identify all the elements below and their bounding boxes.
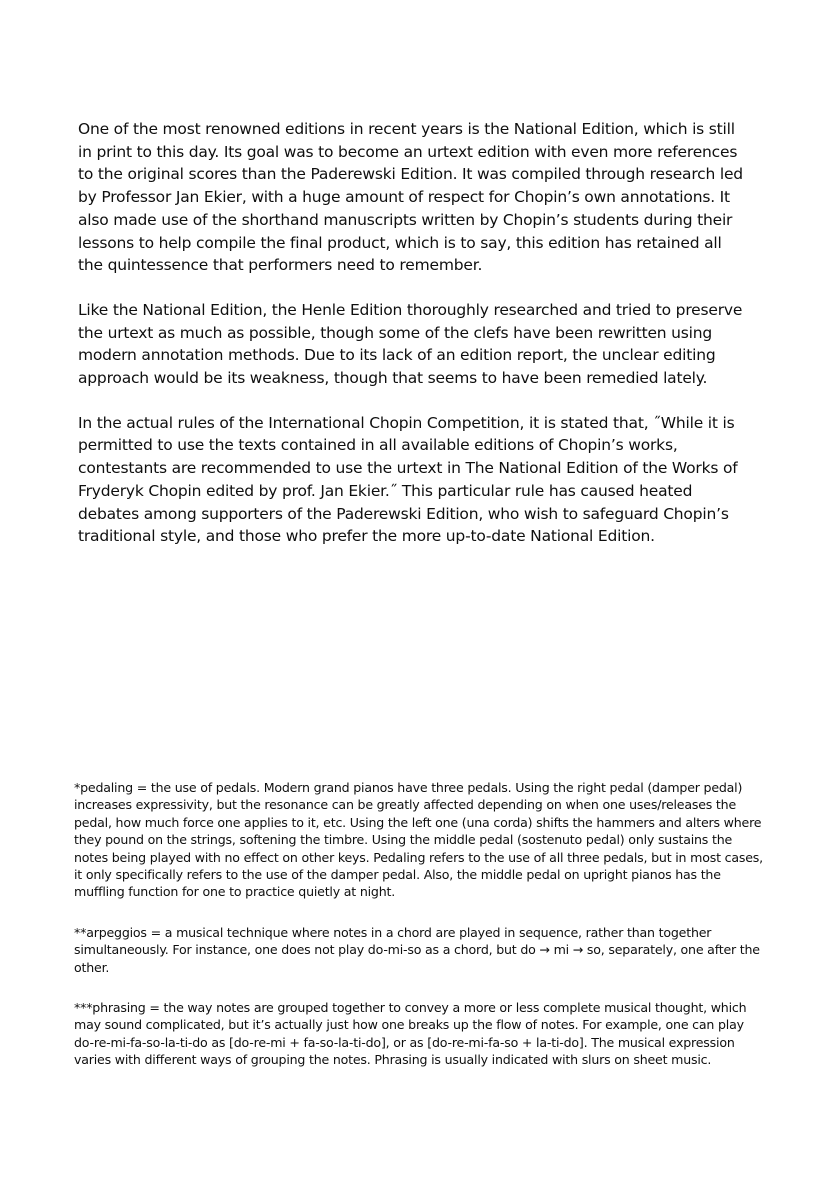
paragraph-henle-edition: Like the National Edition, the Henle Edition thoroughly researched and tried to preserve the urtext as much as possible, though some of the clefs have been rewritten using modern annotation methods. Due to its lack of an edition report, the unclear editing approach would be its weakness, though that seems to have been remedied lately. xyxy=(78,300,743,388)
paragraph-competition-rule: In the actual rules of the International Chopin Competition, it is stated that, ˝While it is permitted to use the texts contained in all available editions of Chopin’s works, contestants are recommended to use the urtext in The National Edition of the Works of Fryderyk Chopin edited by prof. Jan Ekier.˝ This particular rule has caused heated debates among supporters of the Paderewski Edition, who wish to safeguard Chopin’s traditional style, and those who prefer the more up-to-date National Edition. xyxy=(78,413,738,546)
footnote-phrasing: ***phrasing = the way notes are grouped together to convey a more or less complete musical thought, which may sound complicated, but it’s actually just how one breaks up the flow of notes. For example, one can play do-re-mi-fa-so-la-ti-do as [do-re-mi + fa-so-la-ti-do], or as [do-re-mi-fa-so + la-ti-do]. The musical expression varies with different ways of grouping the notes. Phrasing is usually indicated with slurs on sheet music. xyxy=(74,1000,747,1068)
footnote-pedaling: *pedaling = the use of pedals. Modern grand pianos have three pedals. Using the right pedal (damper pedal) increases expressivity, but the resonance can be greatly affected depending on when one uses/releases the pedal, how much force one applies to it, etc. Using the left one (una corda) shifts the hammers and alters where they pound on the strings, softening the timbre. Using the middle pedal (sostenuto pedal) only sustains the notes being played with no effect on other keys. Pedaling refers to the use of all three pedals, but in most cases, it only specifically refers to the use of the damper pedal. Also, the middle pedal on upright pianos has the muffling function for one to practice quietly at night. xyxy=(74,780,763,900)
footnotes-section xyxy=(74,779,764,1092)
body-text-section xyxy=(78,118,746,570)
paragraph-national-edition: One of the most renowned editions in recent years is the National Edition, which is still in print to this day. Its goal was to become an urtext edition with even more references to the original scores than the Paderewski Edition. It was compiled through research led by Professor Jan Ekier, with a huge amount of respect for Chopin’s own annotations. It also made use of the shorthand manuscripts written by Chopin’s students during their lessons to help compile the final product, which is to say, this edition has retained all the quintessence that performers need to remember. xyxy=(78,120,743,275)
footnote-arpeggios: **arpeggios = a musical technique where notes in a chord are played in sequence, rather than together simultaneously. For instance, one does not play do-mi-so as a chord, but do → mi → so, separately, one after the other. xyxy=(74,924,760,975)
